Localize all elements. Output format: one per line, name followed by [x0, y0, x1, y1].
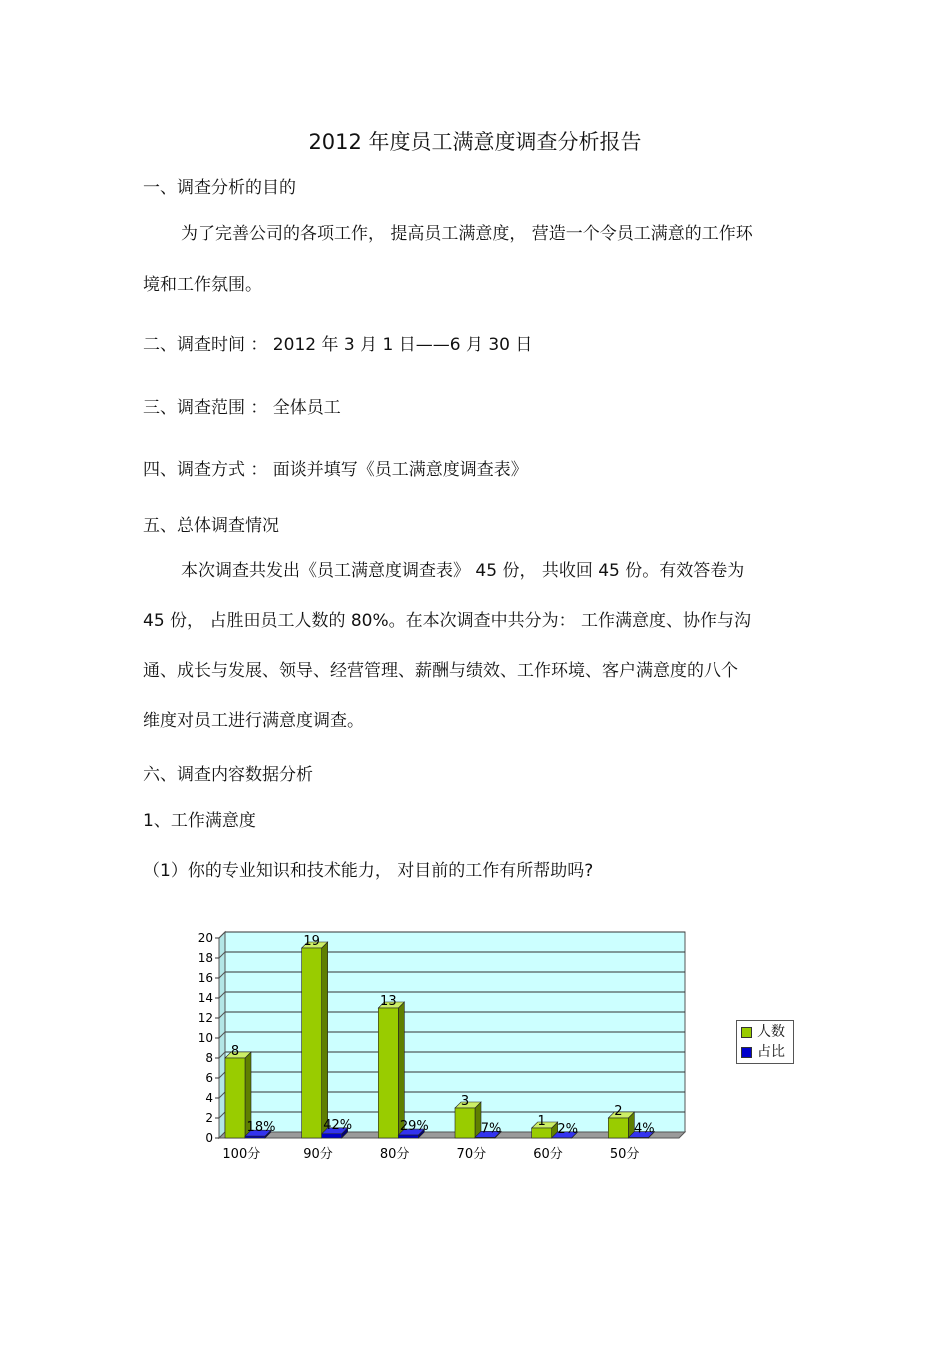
legend-item-count — [741, 1023, 785, 1041]
data-label-count: 1 — [537, 1114, 546, 1129]
bar-count — [608, 1118, 628, 1138]
question-1: （1）你的专业知识和技术能力， 对目前的工作有所帮助吗? — [143, 861, 594, 881]
x-tick-label: 100分 — [222, 1147, 261, 1162]
data-label-ratio: 29% — [399, 1119, 429, 1135]
data-label-ratio: 7% — [480, 1121, 502, 1137]
y-tick-label: 6 — [205, 1071, 213, 1085]
legend-swatch-ratio — [741, 1047, 752, 1058]
bar-count — [532, 1128, 552, 1138]
data-label-count: 8 — [230, 1044, 240, 1059]
y-tick-label: 8 — [205, 1051, 213, 1065]
section-5-line-4: 维度对员工进行满意度调查。 — [143, 711, 364, 731]
bar-ratio — [398, 1135, 418, 1138]
y-tick-label: 18 — [197, 951, 213, 965]
bar-ratio — [475, 1137, 495, 1138]
y-tick-label: 20 — [197, 931, 213, 945]
legend-label-count: 人数 — [757, 1024, 785, 1040]
page-title: 2012 年度员工满意度调查分析报告 — [308, 130, 642, 154]
x-tick-label: 60分 — [533, 1147, 563, 1162]
bar-count — [455, 1108, 475, 1138]
section-5-heading: 五、总体调查情况 — [143, 516, 279, 536]
y-tick-label: 10 — [197, 1031, 213, 1045]
y-tick-label: 2 — [205, 1111, 213, 1125]
y-tick-label: 14 — [197, 991, 213, 1005]
bar-side-count — [322, 942, 328, 1138]
y-tick-label: 0 — [205, 1131, 213, 1145]
legend-item-ratio — [741, 1043, 785, 1061]
x-tick-label: 90分 — [303, 1147, 333, 1162]
section-1-heading: 一、调查分析的目的 — [143, 178, 296, 198]
bar-side-count — [398, 1002, 404, 1138]
data-label-count: 19 — [303, 934, 320, 949]
data-label-ratio: 18% — [246, 1120, 276, 1136]
legend-swatch-count — [741, 1027, 752, 1038]
bar-ratio — [245, 1136, 265, 1138]
chart-legend — [736, 1020, 794, 1064]
legend-label-ratio: 占比 — [757, 1044, 785, 1060]
y-tick-label: 12 — [197, 1011, 213, 1025]
bar-count — [378, 1008, 398, 1138]
bar-count — [225, 1058, 245, 1138]
data-label-count: 2 — [614, 1104, 623, 1119]
section-2-survey-time: 二、调查时间 ： 2012 年 3 月 1 日——6 月 30 日 — [143, 335, 533, 355]
bar-count — [302, 948, 322, 1138]
bar-chart — [190, 922, 700, 1162]
x-tick-label: 50分 — [609, 1147, 640, 1162]
section-5-line-2: 45 份， 占胜田员工人数的 80%。在本次调查中共分为： 工作满意度、协作与沟 — [143, 611, 752, 631]
y-tick-label: 4 — [205, 1091, 213, 1105]
data-label-ratio: 42% — [323, 1117, 353, 1133]
bar-ratio — [322, 1134, 342, 1138]
data-label-count: 3 — [460, 1094, 470, 1109]
data-label-count: 13 — [380, 994, 397, 1009]
x-tick-label: 80分 — [379, 1147, 410, 1162]
data-label-ratio: 2% — [557, 1121, 578, 1137]
section-1-paragraph-line-2: 境和工作氛围。 — [143, 275, 262, 295]
x-tick-label: 70分 — [456, 1147, 487, 1162]
section-1-paragraph-line-1: 为了完善公司的各项工作， 提高员工满意度， 营造一个令员工满意的工作环 — [181, 224, 753, 244]
section-4-survey-method: 四、调查方式 ： 面谈并填写《员工满意度调查表》 — [143, 460, 528, 480]
y-tick-label: 16 — [197, 971, 213, 985]
section-6-heading: 六、调查内容数据分析 — [143, 765, 313, 785]
section-5-line-3: 通、成长与发展、领导、经营管理、薪酬与绩效、工作环境、客户满意度的八个 — [143, 661, 738, 681]
section-6-subheading-work-satisfaction: 1、工作满意度 — [143, 811, 256, 831]
data-label-ratio: 4% — [634, 1121, 655, 1137]
section-5-line-1: 本次调查共发出《员工满意度调查表》 45 份， 共收回 45 份。有效答卷为 — [181, 561, 745, 581]
section-3-survey-scope: 三、调查范围 ： 全体员工 — [143, 398, 341, 418]
